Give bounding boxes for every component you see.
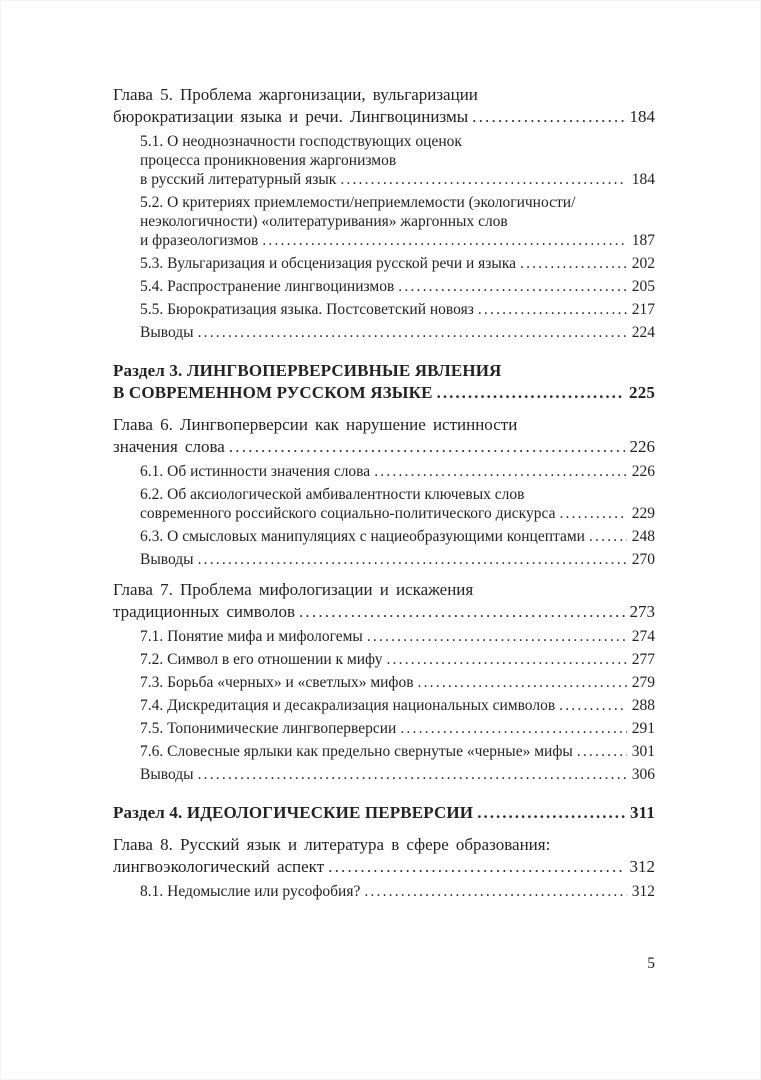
- toc-entry-pagenum: 288: [631, 697, 655, 714]
- dot-leader: [589, 527, 627, 546]
- toc-entry-pagenum: 217: [631, 301, 655, 318]
- toc-entry-title: 6.3. О смысловых манипуляциях с нациеобразующими концептами: [140, 528, 585, 545]
- toc-entry-title: 7.1. Понятие мифа и мифологемы: [140, 628, 363, 645]
- toc-entry-section: [113, 360, 655, 404]
- toc-entry-sub: [140, 882, 655, 901]
- toc-entry-title: Раздел 4. ИДЕОЛОГИЧЕСКИЕ ПЕРВЕРСИИ: [113, 803, 474, 822]
- toc-entry-row: [113, 436, 655, 458]
- toc-entry-pagenum: 273: [629, 602, 655, 621]
- toc-entry-pagenum: 205: [631, 278, 655, 295]
- toc-entry-title: 7.5. Топонимические лингвоперверсии: [140, 720, 397, 737]
- toc-entry-pagenum: 226: [629, 437, 655, 456]
- dot-leader: [559, 696, 627, 715]
- dot-leader: [367, 627, 627, 646]
- toc-entry-row: [140, 300, 655, 319]
- toc-entry-line: 5.2. О критериях приемлемости/неприемлемости (экологичности/: [140, 194, 576, 211]
- toc-entry-sub: [140, 765, 655, 784]
- toc-entry-pagenum: 301: [631, 743, 655, 760]
- dot-leader: [229, 436, 625, 458]
- toc-entry-pagenum: 312: [631, 883, 655, 900]
- dot-leader: [559, 504, 626, 523]
- toc-entry-line: Глава 6. Лингвоперверсии как нарушение истинности: [113, 415, 518, 434]
- toc-entry-title: современного российского социально-политического дискурса: [140, 505, 556, 522]
- toc-entry-title: 5.4. Распространение лингвоцинизмов: [140, 278, 395, 295]
- toc-entry-row: [140, 231, 655, 250]
- toc-entry-sub: [140, 300, 655, 319]
- toc-entry-pagenum: 184: [631, 171, 655, 188]
- dot-leader: [398, 277, 626, 296]
- toc-entry-pagenum: 279: [631, 674, 655, 691]
- toc-entry-row: [140, 462, 655, 481]
- toc-entry-pagenum: 202: [631, 255, 655, 272]
- dot-leader: [198, 550, 627, 569]
- dot-leader: [520, 254, 627, 273]
- toc-entry-title: 5.5. Бюрократизация языка. Постсоветский новояз: [140, 301, 474, 318]
- toc-entry-chapter: [113, 579, 655, 623]
- toc-entry-row: [140, 719, 655, 738]
- toc-entry-sub: [140, 323, 655, 342]
- dot-leader: [418, 673, 627, 692]
- toc-entry-sub: [140, 462, 655, 481]
- toc-entry-pagenum: 277: [631, 651, 655, 668]
- toc-entry-title: Выводы: [140, 766, 194, 783]
- toc-entry-sub: [140, 719, 655, 738]
- page-number: 5: [647, 955, 655, 972]
- toc-entry-title: 6.1. Об истинности значения слова: [140, 463, 371, 480]
- toc-entry-pagenum: 291: [631, 720, 655, 737]
- toc-entry-title: Выводы: [140, 324, 194, 341]
- toc-entry-pagenum: 187: [631, 232, 655, 249]
- toc-entry-sub: [140, 132, 655, 189]
- dot-leader: [364, 882, 626, 901]
- toc-entry-row: [140, 277, 655, 296]
- toc-entry-title: традиционных символов: [113, 602, 295, 621]
- table-of-contents: [113, 84, 655, 901]
- toc-entry-sub: [140, 696, 655, 715]
- toc-entry-row: [140, 323, 655, 342]
- toc-entry-sub: [140, 277, 655, 296]
- dot-leader: [340, 170, 626, 189]
- toc-entry-line: Раздел 3. ЛИНГВОПЕРВЕРСИВНЫЕ ЯВЛЕНИЯ: [113, 361, 502, 380]
- toc-entry-title: 7.3. Борьба «черных» и «светлых» мифов: [140, 674, 414, 691]
- toc-entry-row: [140, 170, 655, 189]
- dot-leader: [478, 300, 627, 319]
- dot-leader: [400, 719, 626, 738]
- dot-leader: [262, 231, 626, 250]
- toc-entry-row: [140, 527, 655, 546]
- toc-entry-title: В СОВРЕМЕННОМ РУССКОМ ЯЗЫКЕ: [113, 383, 433, 402]
- toc-entry-row: [113, 601, 655, 623]
- toc-entry-sub: [140, 673, 655, 692]
- toc-entry-pagenum: 224: [631, 324, 655, 341]
- toc-entry-sub: [140, 527, 655, 546]
- toc-entry-row: [140, 673, 655, 692]
- toc-entry-title: Выводы: [140, 551, 194, 568]
- toc-entry-sub: [140, 627, 655, 646]
- dot-leader: [577, 742, 627, 761]
- dot-leader: [374, 462, 627, 481]
- toc-entry-pagenum: 248: [631, 528, 655, 545]
- toc-entry-row: [140, 742, 655, 761]
- toc-entry-sub: [140, 193, 655, 250]
- toc-entry-pagenum: 311: [629, 803, 655, 822]
- toc-entry-title: 8.1. Недомыслие или русофобия?: [140, 883, 361, 900]
- toc-entry-row: [113, 856, 655, 878]
- toc-entry-row: [140, 650, 655, 669]
- toc-entry-row: [140, 550, 655, 569]
- dot-leader: [299, 601, 625, 623]
- toc-entry-title: в русский литературный язык: [140, 171, 337, 188]
- toc-entry-sub: [140, 550, 655, 569]
- dot-leader: [477, 802, 625, 824]
- toc-entry-row: [113, 802, 655, 824]
- toc-entry-row: [113, 106, 655, 128]
- toc-entry-title: бюрократизации языка и речи. Лингвоцинизмы: [113, 107, 469, 126]
- dot-leader: [198, 323, 627, 342]
- toc-entry-row: [113, 382, 655, 404]
- toc-entry-title: 5.3. Вульгаризация и обсценизация русской речи и языка: [140, 255, 516, 272]
- dot-leader: [386, 650, 626, 669]
- toc-entry-line: процесса проникновения жаргонизмов: [140, 152, 397, 169]
- toc-entry-chapter: [113, 414, 655, 458]
- toc-entry-line: Глава 8. Русский язык и литература в сфере образования:: [113, 835, 551, 854]
- toc-entry-pagenum: 225: [629, 383, 655, 402]
- toc-entry-section: [113, 802, 655, 824]
- dot-leader: [328, 856, 624, 878]
- toc-entry-row: [140, 696, 655, 715]
- toc-entry-row: [140, 627, 655, 646]
- toc-entry-sub: [140, 650, 655, 669]
- toc-entry-title: 7.4. Дискредитация и десакрализация национальных символов: [140, 697, 556, 714]
- toc-entry-title: 7.2. Символ в его отношении к мифу: [140, 651, 383, 668]
- toc-entry-pagenum: 184: [629, 107, 655, 126]
- toc-entry-pagenum: 226: [631, 463, 655, 480]
- toc-entry-row: [140, 504, 655, 523]
- toc-entry-line: Глава 7. Проблема мифологизации и искажения: [113, 580, 474, 599]
- toc-entry-pagenum: 312: [629, 857, 655, 876]
- toc-entry-pagenum: 274: [631, 628, 655, 645]
- toc-entry-line: неэкологичности) «олитературивания» жаргонных слов: [140, 213, 508, 230]
- toc-entry-row: [140, 765, 655, 784]
- dot-leader: [437, 382, 624, 404]
- toc-entry-row: [140, 882, 655, 901]
- toc-entry-pagenum: 270: [631, 551, 655, 568]
- toc-entry-line: Глава 5. Проблема жаргонизации, вульгаризации: [113, 85, 478, 104]
- toc-entry-pagenum: 306: [631, 766, 655, 783]
- toc-entry-row: [140, 254, 655, 273]
- toc-entry-title: лингвоэкологический аспект: [113, 857, 325, 876]
- toc-entry-chapter: [113, 834, 655, 878]
- toc-entry-sub: [140, 254, 655, 273]
- dot-leader: [198, 765, 627, 784]
- toc-entry-line: 5.1. О неоднозначности господствующих оценок: [140, 133, 462, 150]
- toc-entry-title: и фразеологизмов: [140, 232, 259, 249]
- toc-entry-pagenum: 229: [631, 505, 655, 522]
- dot-leader: [472, 106, 624, 128]
- toc-entry-title: значения слова: [113, 437, 225, 456]
- toc-entry-sub: [140, 485, 655, 523]
- toc-entry-title: 7.6. Словесные ярлыки как предельно свернутые «черные» мифы: [140, 743, 573, 760]
- toc-entry-chapter: [113, 84, 655, 128]
- toc-entry-sub: [140, 742, 655, 761]
- toc-entry-line: 6.2. Об аксиологической амбивалентности ключевых слов: [140, 486, 525, 503]
